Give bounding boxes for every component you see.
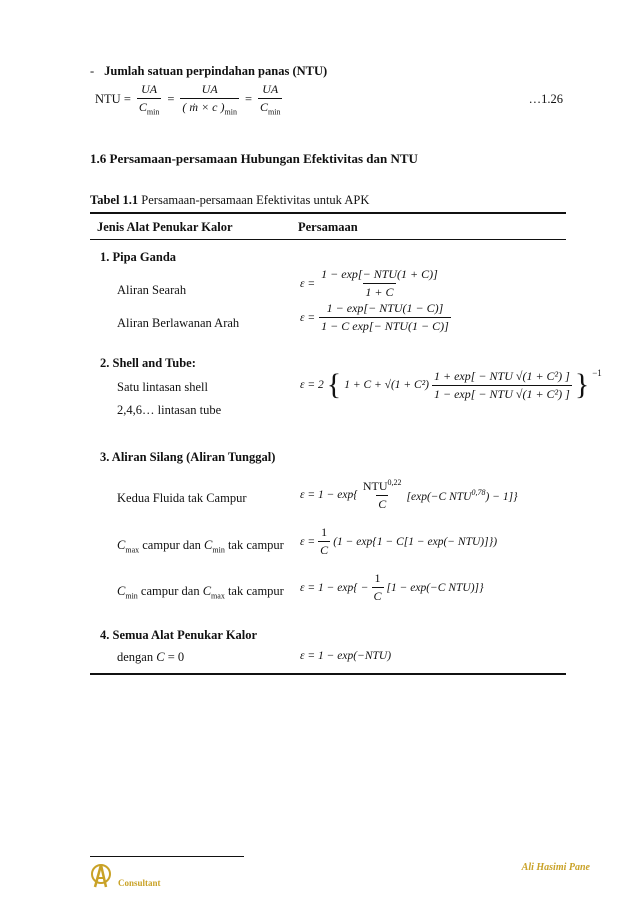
row-label-both-unmixed: Kedua Fluida tak Campur	[117, 491, 247, 505]
fraction-denominator: C	[260, 100, 269, 114]
table-caption-text: Persamaan-persamaan Efektivitas untuk APK	[138, 193, 370, 207]
label-text: campur dan	[139, 538, 205, 552]
row-label-tube-passes: 2,4,6… lintasan tube	[117, 403, 222, 417]
label-text: dengan	[117, 650, 157, 664]
formula-denominator: C	[378, 497, 387, 511]
row-label-c-zero	[117, 650, 184, 665]
formula-numerator: NTU	[362, 479, 388, 493]
row-label-one-shell: Satu lintasan shell	[117, 380, 208, 394]
ntu-fraction-1	[137, 82, 161, 116]
row-label-parallel-flow: Aliran Searah	[117, 283, 187, 297]
fraction-denominator: ( ṁ × c )	[182, 100, 225, 114]
fraction-denominator: C	[138, 100, 147, 114]
group-title-all-exchangers: 4. Semua Alat Penukar Kalor	[100, 628, 258, 642]
ntu-bullet	[90, 64, 327, 79]
label-symbol: C	[117, 538, 126, 552]
equation-number: …1.26	[528, 92, 563, 106]
formula-shell-tube: ε = 2 { 1 + C + √(1 + C²) $\frac{\text{1 + exp[ − NTU √(1 + C²) ]}}{\text{1 − exp[ − NTU √(1 + C²) ]}}$ } $^{-1}$	[300, 368, 602, 401]
row-label-cmin-mixed	[117, 584, 284, 601]
formula-c-zero: ε = 1 − exp(−NTU)	[300, 650, 392, 662]
equals-sign: =	[167, 91, 175, 106]
footnote-rule	[90, 856, 244, 857]
consultant-logo-icon	[90, 861, 116, 896]
bullet-dash: -	[90, 64, 95, 78]
fraction-subscript: min	[268, 107, 281, 117]
ntu-equation	[95, 82, 282, 116]
formula-denominator: C	[320, 543, 329, 557]
formula-numerator: 1 + exp[ − NTU √(1 + C²) ]	[434, 368, 570, 383]
formula-tail-end: ) − 1]}	[485, 490, 518, 503]
formula-lead: ε = 1 − exp{ −	[300, 581, 369, 594]
formula-brace-lead: 1 + C + √(1 + C²)	[344, 379, 429, 391]
table-header-type: Jenis Alat Penukar Kalor	[97, 220, 233, 234]
formula-numerator: 1	[374, 571, 381, 585]
formula-numerator-exp: 0,22	[387, 478, 402, 487]
formula-lead: ε = 1 − exp{	[300, 489, 358, 501]
group-title-double-pipe: 1. Pipa Ganda	[100, 250, 177, 264]
group-title-cross-flow: 3. Aliran Silang (Aliran Tunggal)	[100, 450, 276, 464]
formula-both-unmixed	[300, 478, 518, 512]
label-symbol: C	[204, 538, 213, 552]
fraction-numerator: UA	[262, 82, 279, 96]
consultant-label: Consultant	[118, 878, 161, 888]
formula-prefix: ε = 2	[300, 379, 324, 391]
formula-parallel-flow: ε = $\frac{\text{1 − exp[− NTU(1 + C)]}}{1 + C}$	[300, 267, 438, 299]
formula-denominator: 1 − exp[ − NTU √(1 + C²) ]	[434, 386, 570, 401]
formula-numerator: 1 − exp[− NTU(1 − C)]	[326, 301, 444, 315]
label-symbol: C	[117, 584, 126, 598]
row-label-cmax-mixed	[117, 538, 284, 555]
section-title: 1.6 Persamaan-persamaan Hubungan Efektivitas dan NTU	[90, 151, 418, 166]
ntu-fraction-3	[258, 82, 282, 116]
fraction-subscript: min	[146, 107, 160, 117]
formula-tail: [exp(−C NTU	[406, 490, 472, 503]
formula-denominator: C	[373, 589, 382, 603]
row-label-counter-flow: Aliran Berlawanan Arah	[117, 316, 240, 330]
label-symbol: C	[202, 584, 212, 598]
equals-sign: =	[244, 91, 253, 106]
formula-cmin-mixed	[300, 571, 484, 604]
label-text: campur dan	[137, 584, 203, 598]
formula-denominator: 1 + C	[365, 285, 394, 299]
formula-lead: ε =	[300, 535, 316, 548]
formula-power: −1	[592, 368, 602, 378]
table-top-rule	[90, 212, 566, 214]
fraction-subscript: min	[224, 107, 237, 117]
formula-tail: [1 − exp(−C NTU)]}	[386, 581, 484, 594]
ntu-equation-lhs: NTU =	[95, 91, 131, 106]
table-bottom-rule	[90, 673, 566, 675]
label-subscript: max	[211, 591, 225, 601]
ntu-bullet-title: Jumlah satuan perpindahan panas (NTU)	[104, 64, 328, 78]
formula-tail: (1 − exp{1 − C[1 − exp(− NTU)]})	[333, 535, 498, 548]
label-subscript: min	[212, 545, 225, 555]
label-text: tak campur	[224, 538, 284, 552]
group-title-shell-tube: 2. Shell and Tube:	[100, 356, 196, 370]
formula-tail-exp: 0,78	[471, 487, 486, 497]
fraction-numerator: UA	[141, 82, 158, 96]
label-text: = 0	[164, 650, 185, 664]
label-symbol: C	[156, 650, 165, 664]
table-caption-label: Tabel 1.1	[90, 193, 139, 207]
formula-numerator: 1	[321, 525, 328, 539]
fraction-numerator: UA	[201, 82, 218, 96]
label-subscript: min	[125, 591, 138, 601]
formula-denominator: 1 − C exp[− NTU(1 − C)]	[321, 319, 449, 333]
table-caption	[90, 193, 369, 208]
table-header-equation: Persamaan	[298, 220, 358, 234]
author-name: Ali Hasimi Pane	[521, 862, 590, 873]
formula-counter-flow: ε = $\frac{\text{1 − exp[− NTU(1 − C)]}}{\text{1 − C exp[− NTU(1 − C)]}}$	[300, 301, 449, 333]
table-header-rule	[90, 239, 566, 240]
formula-numerator: 1 − exp[− NTU(1 + C)]	[321, 267, 438, 281]
ntu-fraction-2	[180, 82, 239, 116]
label-text: tak campur	[224, 584, 284, 598]
label-subscript: max	[125, 545, 140, 555]
formula-cmax-mixed	[300, 525, 497, 558]
